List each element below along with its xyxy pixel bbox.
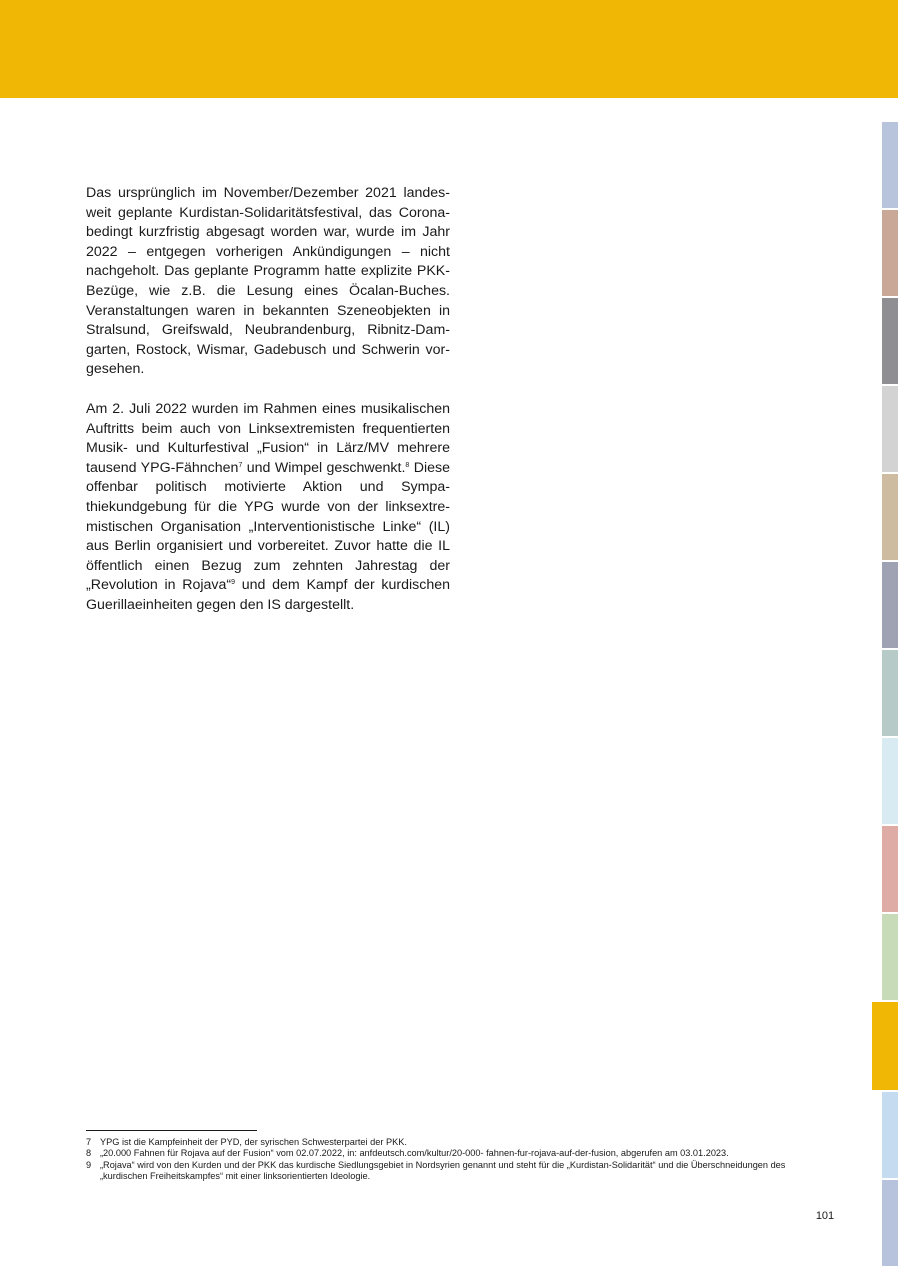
paragraph-2-part-a: Am 2. Juli 2022 wurden im Rahmen eines musikalischen Auftritts beim auch von Linksextremisten frequentierten Musik- und Kulturfestival „Fusion“ in Lärz/MV mehrere tausend YPG-Fähnchen	[86, 400, 450, 476]
footnote-ref-9: 9	[231, 579, 236, 587]
footnote-number: 7	[86, 1137, 92, 1147]
chapter-tab	[882, 210, 898, 296]
page-number: 101	[815, 1210, 835, 1222]
chapter-tab	[882, 562, 898, 648]
chapter-tab	[882, 474, 898, 560]
footnote-9	[86, 1160, 826, 1183]
paragraph-2-part-c: Diese offenbar politisch motivierte Aktion und Sympathiekundgebung für die YPG wurde von der linksextremistischen Organisation „Interventionistische Linke“ (IL) aus Berlin organisiert und vorbereitet. Zuvor hatte die IL öffentlich einen Bezug zum zehnten Jahrestag der „Revolution in Rojava“	[86, 459, 450, 594]
chapter-tab	[882, 1092, 898, 1178]
paragraph-2-part-d: und dem Kampf der kurdischen Guerillaeinheiten gegen den IS dargestellt.	[86, 577, 450, 613]
chapter-tab	[882, 914, 898, 1000]
footnote-text: „Rojava“ wird von den Kurden und der PKK das kurdische Siedlungsgebiet in Nordsyrien genannt und steht für die „Kurdistan-Solidarität“ und die Überschneidungen des „kurdischen Freiheitskampfes“ mit einer linksorientierten Ideologie.	[100, 1159, 786, 1182]
body-text	[86, 184, 450, 635]
chapter-tab	[882, 738, 898, 824]
footnote-ref-7: 7	[238, 461, 243, 469]
chapter-tabs	[882, 122, 900, 1268]
footnote-7	[86, 1137, 826, 1148]
chapter-tab	[882, 650, 898, 736]
paragraph-2-part-b: und Wimpel geschwenkt.	[242, 459, 406, 476]
header-band	[0, 0, 898, 98]
chapter-tab	[882, 1180, 898, 1266]
footnote-number: 8	[86, 1148, 92, 1159]
footnote-text: YPG ist die Kampfeinheit der PYD, der syrischen Schwesterpartei der PKK.	[100, 1137, 407, 1147]
footnote-rule	[86, 1130, 257, 1131]
chapter-tab	[882, 386, 898, 472]
chapter-tab	[882, 826, 898, 912]
footnote-text: „20.000 Fahnen für Rojava auf der Fusion“ vom 02.07.2022, in: anfdeutsch.com/kultur/20-000- fahnen-fur-rojava-auf-der-fusion, abgerufen am 03.01.2023.	[100, 1148, 729, 1159]
chapter-tab	[882, 122, 898, 208]
paragraph-2	[86, 400, 450, 616]
footnote-ref-8: 8	[405, 461, 410, 469]
footnotes	[86, 1137, 826, 1183]
footnote-number: 9	[86, 1159, 92, 1170]
chapter-tab	[872, 1002, 898, 1090]
chapter-tab	[882, 298, 898, 384]
footnote-8	[86, 1148, 826, 1159]
paragraph-1: Das ursprünglich im November/Dezember 2021 landesweit geplante Kurdistan-Solidaritätsfestival, das Corona-bedingt kurzfristig abgesagt worden war, wurde im Jahr 2022 – entgegen vorherigen Ankündigungen – nicht nachgeholt. Das geplante Programm hatte explizite PKK-Bezüge, wie z.B. die Lesung eines Öcalan-Buches. Veranstaltungen waren in bekannten Szeneobjekten in Stralsund, Greifswald, Neubrandenburg, Ribnitz-Damgarten, Rostock, Wismar, Gadebusch und Schwerin vorgesehen.	[86, 185, 450, 378]
